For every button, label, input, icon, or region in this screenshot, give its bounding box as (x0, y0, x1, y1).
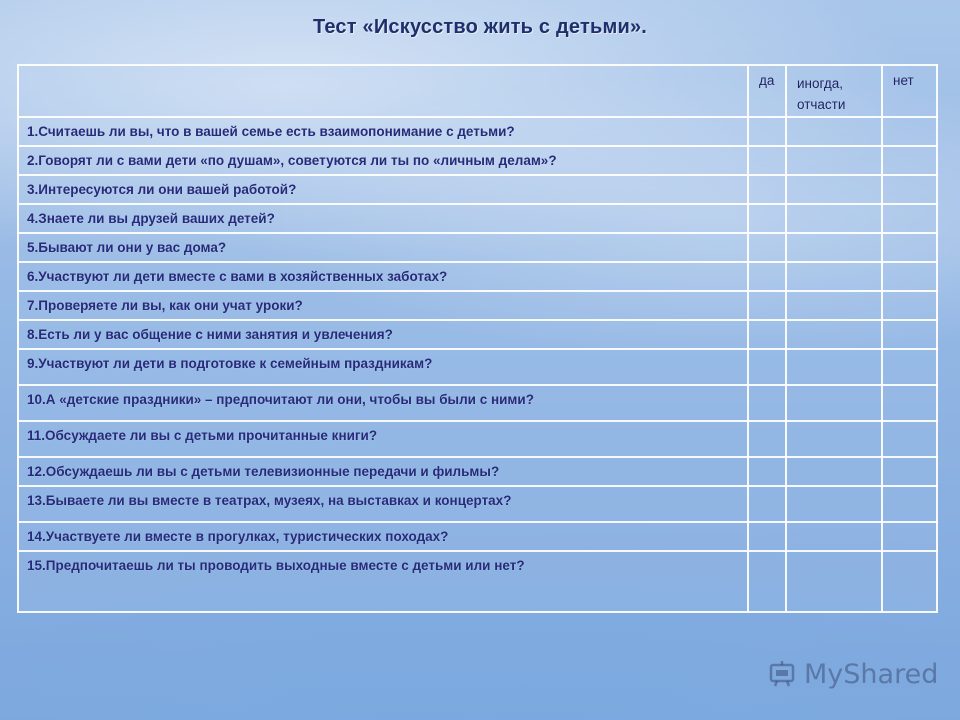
survey-table (17, 64, 938, 613)
table-row (18, 204, 937, 233)
header-inogda-line2: отчасти (797, 97, 846, 112)
header-net: нет (882, 65, 937, 117)
question-cell: 12.Обсуждаешь ли вы с детьми телевизионные передачи и фильмы? (18, 457, 748, 486)
question-cell: 9.Участвуют ли дети в подготовке к семейным праздникам? (18, 349, 748, 385)
table-row (18, 291, 937, 320)
table-row (18, 421, 937, 457)
answer-inogda-cell[interactable] (786, 551, 882, 612)
answer-net-cell[interactable] (882, 146, 937, 175)
answer-da-cell[interactable] (748, 204, 786, 233)
table-row (18, 117, 937, 146)
answer-da-cell[interactable] (748, 233, 786, 262)
table-row (18, 457, 937, 486)
question-cell: 5.Бывают ли они у вас дома? (18, 233, 748, 262)
question-cell: 4.Знаете ли вы друзей ваших детей? (18, 204, 748, 233)
answer-net-cell[interactable] (882, 385, 937, 421)
question-cell: 10.А «детские праздники» – предпочитают ли они, чтобы вы были с ними? (18, 385, 748, 421)
slide-title: Тест «Искусство жить с детьми». (312, 16, 648, 38)
answer-da-cell[interactable] (748, 175, 786, 204)
table-row (18, 262, 937, 291)
answer-net-cell[interactable] (882, 349, 937, 385)
answer-inogda-cell[interactable] (786, 457, 882, 486)
watermark-text: MyShared (804, 658, 939, 690)
question-cell: 3.Интересуются ли они вашей работой? (18, 175, 748, 204)
answer-da-cell[interactable] (748, 262, 786, 291)
answer-inogda-cell[interactable] (786, 146, 882, 175)
question-cell: 13.Бываете ли вы вместе в театрах, музеях, на выставках и концертах? (18, 486, 748, 522)
answer-inogda-cell[interactable] (786, 117, 882, 146)
answer-inogda-cell[interactable] (786, 421, 882, 457)
question-cell: 7.Проверяете ли вы, как они учат уроки? (18, 291, 748, 320)
question-cell: 6.Участвуют ли дети вместе с вами в хозяйственных заботах? (18, 262, 748, 291)
answer-inogda-cell[interactable] (786, 349, 882, 385)
answer-da-cell[interactable] (748, 421, 786, 457)
answer-net-cell[interactable] (882, 522, 937, 551)
header-inogda-line1: иногда, (797, 76, 843, 91)
survey-table-container (17, 64, 936, 612)
answer-net-cell[interactable] (882, 233, 937, 262)
answer-da-cell[interactable] (748, 385, 786, 421)
answer-net-cell[interactable] (882, 117, 937, 146)
table-header-row (18, 65, 937, 117)
question-cell: 15.Предпочитаешь ли ты проводить выходные вместе с детьми или нет? (18, 551, 748, 612)
answer-net-cell[interactable] (882, 291, 937, 320)
myshared-watermark (768, 656, 938, 692)
table-row (18, 320, 937, 349)
answer-inogda-cell[interactable] (786, 486, 882, 522)
header-inogda (786, 65, 882, 117)
answer-inogda-cell[interactable] (786, 262, 882, 291)
answer-inogda-cell[interactable] (786, 291, 882, 320)
table-row (18, 349, 937, 385)
question-cell: 1.Считаешь ли вы, что в вашей семье есть взаимопонимание с детьми? (18, 117, 748, 146)
header-da: да (748, 65, 786, 117)
answer-net-cell[interactable] (882, 551, 937, 612)
answer-inogda-cell[interactable] (786, 385, 882, 421)
table-row (18, 486, 937, 522)
answer-da-cell[interactable] (748, 291, 786, 320)
answer-net-cell[interactable] (882, 175, 937, 204)
answer-da-cell[interactable] (748, 117, 786, 146)
table-row (18, 233, 937, 262)
answer-da-cell[interactable] (748, 522, 786, 551)
table-row (18, 146, 937, 175)
table-row (18, 175, 937, 204)
answer-net-cell[interactable] (882, 262, 937, 291)
answer-inogda-cell[interactable] (786, 522, 882, 551)
question-cell: 14.Участвуете ли вместе в прогулках, туристических походах? (18, 522, 748, 551)
answer-net-cell[interactable] (882, 457, 937, 486)
answer-da-cell[interactable] (748, 486, 786, 522)
answer-net-cell[interactable] (882, 204, 937, 233)
header-question (18, 65, 748, 117)
answer-inogda-cell[interactable] (786, 204, 882, 233)
answer-da-cell[interactable] (748, 349, 786, 385)
answer-da-cell[interactable] (748, 320, 786, 349)
answer-da-cell[interactable] (748, 457, 786, 486)
myshared-logo-icon (768, 659, 798, 689)
question-cell: 8.Есть ли у вас общение с ними занятия и увлечения? (18, 320, 748, 349)
answer-net-cell[interactable] (882, 421, 937, 457)
answer-inogda-cell[interactable] (786, 320, 882, 349)
question-cell: 2.Говорят ли с вами дети «по душам», советуются ли ты по «личным делам»? (18, 146, 748, 175)
answer-da-cell[interactable] (748, 551, 786, 612)
answer-net-cell[interactable] (882, 486, 937, 522)
table-row (18, 551, 937, 612)
question-cell: 11.Обсуждаете ли вы с детьми прочитанные книги? (18, 421, 748, 457)
table-row (18, 522, 937, 551)
answer-da-cell[interactable] (748, 146, 786, 175)
answer-inogda-cell[interactable] (786, 175, 882, 204)
answer-net-cell[interactable] (882, 320, 937, 349)
answer-inogda-cell[interactable] (786, 233, 882, 262)
table-row (18, 385, 937, 421)
